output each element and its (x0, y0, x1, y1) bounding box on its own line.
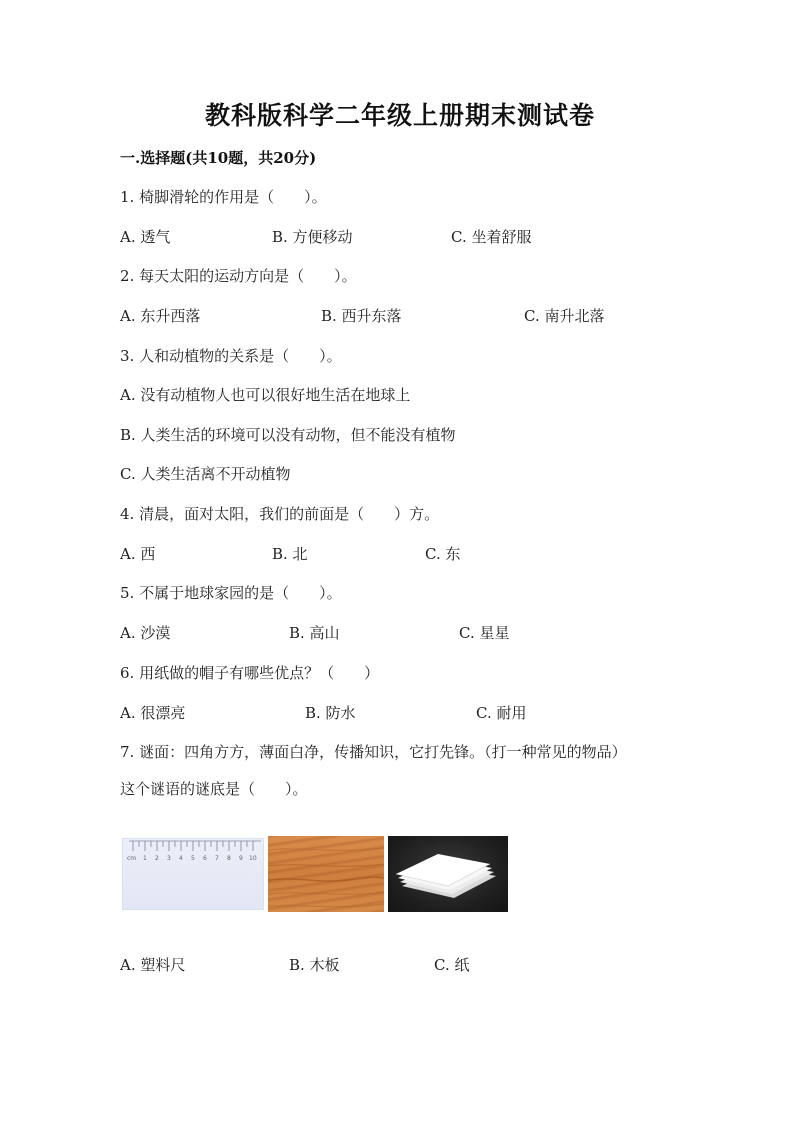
option-6a: A. 很漂亮 (120, 704, 186, 722)
wood-board-image (268, 836, 384, 912)
option-5a: A. 沙漠 (120, 624, 171, 642)
question-2: 2. 每天太阳的运动方向是（ ）。 (120, 267, 357, 285)
ruler-mark: 8 (227, 855, 231, 862)
question-4: 4. 清晨，面对太阳，我们的前面是（ ）方。 (120, 505, 440, 523)
ruler-mark: 3 (167, 855, 171, 862)
ruler-mark: 4 (179, 855, 183, 862)
option-4b: B. 北 (272, 545, 308, 563)
wood-grain-drawing (268, 836, 384, 912)
option-7b: B. 木板 (289, 956, 340, 974)
section-title: 一.选择题(共10题，共20分) (120, 149, 317, 167)
question-1: 1. 椅脚滑轮的作用是（ ）。 (120, 188, 327, 206)
ruler-drawing (123, 839, 265, 911)
option-4c: C. 东 (425, 545, 461, 563)
page-title: 教科版科学二年级上册期末测试卷 (204, 101, 595, 130)
option-5c: C. 星星 (459, 624, 510, 642)
option-4a: A. 西 (120, 545, 156, 563)
ruler-mark: 2 (155, 855, 159, 862)
ruler-mark: 9 (239, 855, 243, 862)
option-1b: B. 方便移动 (272, 228, 353, 246)
option-6c: C. 耐用 (476, 704, 527, 722)
ruler-mark: 7 (215, 855, 219, 862)
ruler-mark: cm (127, 855, 137, 862)
question-5: 5. 不属于地球家园的是（ ）。 (120, 584, 342, 602)
option-6b: B. 防水 (305, 704, 356, 722)
ruler-mark: 5 (191, 855, 195, 862)
ruler-mark: 6 (203, 855, 207, 862)
question-3: 3. 人和动植物的关系是（ ）。 (120, 347, 342, 365)
option-7a: A. 塑料尺 (120, 956, 186, 974)
option-3b: B. 人类生活的环境可以没有动物，但不能没有植物 (120, 426, 456, 444)
ruler-mark: 1 (143, 855, 147, 862)
question-7: 7. 谜面：四角方方，薄面白净，传播知识，它打先锋。（打一种常见的物品） (120, 743, 627, 761)
option-1a: A. 透气 (120, 228, 171, 246)
option-3a: A. 没有动植物人也可以很好地生活在地球上 (120, 386, 411, 404)
paper-stack-drawing (388, 836, 508, 912)
paper-stack-image (388, 836, 508, 912)
question-7-continued: 这个谜语的谜底是（ ）。 (120, 780, 308, 798)
option-2a: A. 东升西落 (120, 307, 201, 325)
ruler-mark: 10 (249, 855, 257, 862)
option-2b: B. 西升东落 (321, 307, 402, 325)
option-2c: C. 南升北落 (524, 307, 605, 325)
option-5b: B. 高山 (289, 624, 340, 642)
option-7c: C. 纸 (434, 956, 470, 974)
option-1c: C. 坐着舒服 (451, 228, 532, 246)
ruler-image (122, 838, 264, 910)
question-6: 6. 用纸做的帽子有哪些优点？（ ） (120, 664, 380, 682)
option-3c: C. 人类生活离不开动植物 (120, 465, 291, 483)
